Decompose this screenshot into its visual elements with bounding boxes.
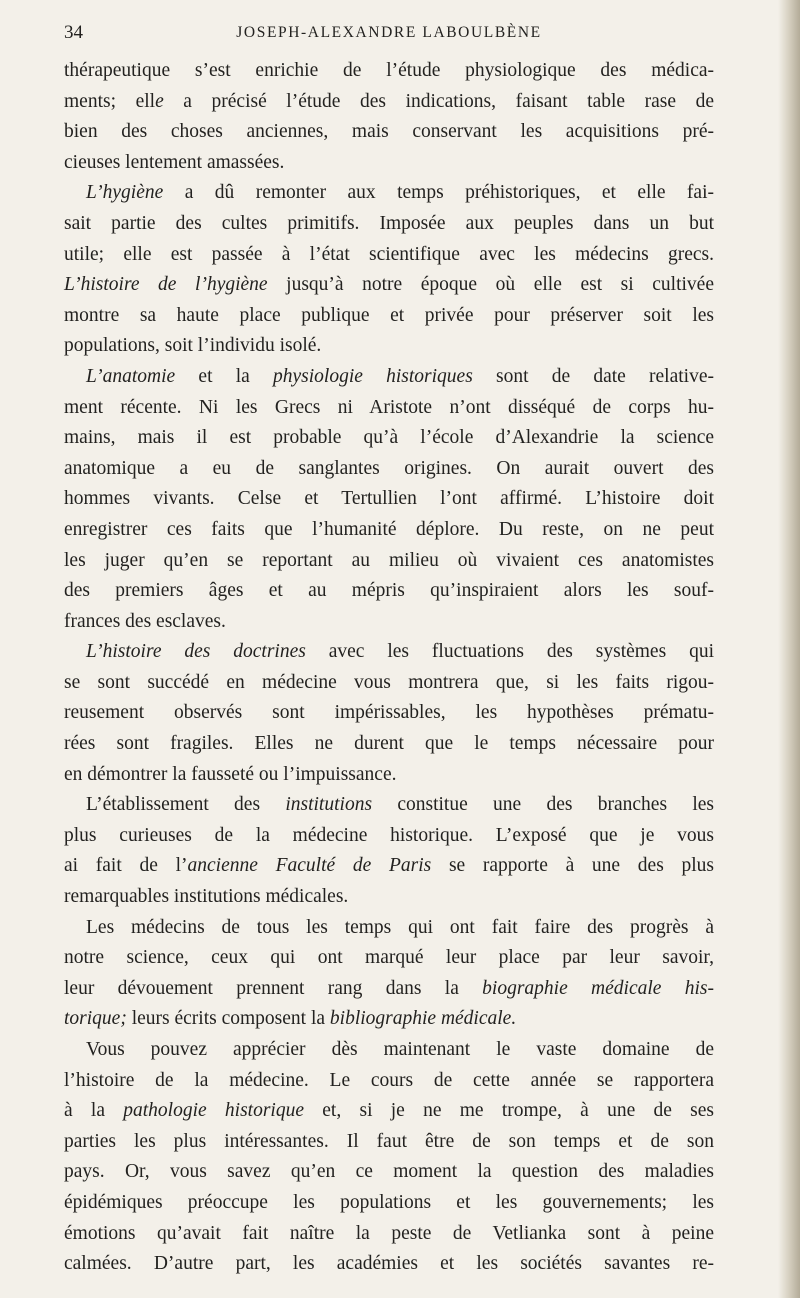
text-run: ai fait de l’	[64, 855, 188, 877]
text-run: cieuses lentement amassées.	[64, 151, 285, 173]
text-line	[64, 393, 714, 424]
text-line	[64, 943, 714, 974]
text-line	[64, 1219, 714, 1250]
text-run: frances des esclaves.	[64, 610, 226, 632]
text-run: thérapeutique s’est enrichie de l’étude physiologique des médica-	[64, 60, 714, 81]
text-run: a précisé l’étude des indications, faisant table rase de	[163, 90, 714, 112]
page-edge-shadow	[778, 0, 800, 1298]
text-run: et, si je ne me trompe, à une de ses	[304, 1100, 714, 1122]
text-line	[64, 209, 714, 240]
text-run: mains, mais il est probable qu’à l’école d’Alexandrie la science	[64, 427, 714, 449]
text-run: plus curieuses de la médecine historique. L’exposé que je vous	[64, 824, 714, 846]
text-run: L’établissement des	[86, 794, 286, 816]
text-line	[64, 821, 714, 852]
text-run: à la	[64, 1100, 124, 1122]
text-run: Les médecins de tous les temps qui ont fait faire des progrès à	[86, 916, 714, 938]
text-run: et la	[175, 365, 273, 387]
italic-run: L’histoire de l’hygiène	[64, 274, 268, 296]
text-line	[64, 515, 714, 546]
text-line	[64, 760, 714, 791]
text-line	[64, 974, 714, 1005]
text-line	[64, 882, 714, 913]
text-run: parties les plus intéressantes. Il faut être de son temps et de son	[64, 1130, 714, 1152]
text-line	[64, 607, 714, 638]
text-line	[64, 913, 714, 944]
text-run: avec les fluctuations des systèmes qui	[305, 641, 714, 663]
text-run: se sont succédé en médecine vous montrera que, si les faits rigou-	[64, 671, 714, 693]
text-line	[64, 546, 714, 577]
italic-run: ancienne Faculté de Paris	[187, 855, 432, 877]
text-run: notre science, ceux qui ont marqué leur place par leur savoir,	[64, 947, 714, 969]
text-line	[64, 1066, 714, 1097]
text-line	[64, 240, 714, 271]
text-run: les juger qu’en se reportant au milieu où vivaient ces anatomistes	[64, 549, 714, 571]
text-line	[64, 301, 714, 332]
text-run: bien des choses anciennes, mais conservant les acquisitions pré-	[64, 121, 714, 143]
text-line	[64, 576, 714, 607]
text-run: l’histoire de la médecine. Le cours de cette année se rapportera	[64, 1069, 714, 1091]
text-line	[64, 178, 714, 209]
text-line	[64, 1188, 714, 1219]
text-line	[64, 87, 714, 118]
text-run: émotions qu’avait fait naître la peste de Vetlianka sont à peine	[64, 1222, 714, 1244]
italic-run: L’	[86, 365, 103, 387]
text-line	[64, 331, 714, 362]
text-line	[64, 454, 714, 485]
text-line	[64, 637, 714, 668]
text-run: ments; ell	[64, 90, 156, 112]
text-line	[64, 484, 714, 515]
italic-run: torique;	[64, 1008, 127, 1030]
text-run: leur dévouement prennent rang dans la	[64, 977, 483, 999]
body-text	[64, 56, 714, 1280]
text-run: leurs écrits composent la	[126, 1008, 330, 1030]
text-line	[64, 117, 714, 148]
text-run: jusqu’à notre époque où elle est si cultivée	[267, 274, 714, 296]
italic-run: hygiène	[102, 182, 164, 204]
italic-run: L’histoire des doctrines	[86, 641, 306, 663]
page-number: 34	[64, 22, 83, 43]
text-run: en démontrer la fausseté ou l’impuissance.	[64, 763, 397, 785]
text-line	[64, 423, 714, 454]
text-line	[64, 729, 714, 760]
text-run: populations, soit l’individu isolé.	[64, 335, 322, 357]
text-run: Vous pouvez apprécier dès maintenant le vaste domaine de	[86, 1039, 714, 1060]
italic-run: institutions	[285, 794, 373, 816]
page-header	[64, 22, 714, 52]
text-line	[64, 668, 714, 699]
italic-run: pathologie historique	[123, 1100, 305, 1122]
text-run: pays. Or, vous savez qu’en ce moment la question des maladies	[64, 1161, 714, 1183]
text-run: se rapporte à une des plus	[431, 855, 714, 877]
text-run: rées sont fragiles. Elles ne durent que le temps nécessaire pour	[64, 733, 714, 755]
text-line	[64, 362, 714, 393]
text-run: calmées. D’autre part, les académies et les sociétés savantes re-	[64, 1253, 714, 1275]
text-run: a dû remonter aux temps préhistoriques, et elle fai-	[163, 182, 714, 204]
italic-run: bibliographie médicale.	[329, 1008, 517, 1030]
text-line	[64, 698, 714, 729]
running-head: JOSEPH-ALEXANDRE LABOULBÈNE	[236, 24, 542, 41]
text-line	[64, 148, 714, 179]
italic-run: biographie médicale his-	[482, 977, 714, 999]
text-line	[64, 1127, 714, 1158]
text-run: ment récente. Ni les Grecs ni Aristote n’ont disséqué de corps hu-	[64, 396, 714, 418]
text-run: sont de date relative-	[472, 365, 714, 387]
text-line	[64, 270, 714, 301]
text-run: des premiers âges et au mépris qu’inspiraient alors les souf-	[64, 580, 714, 602]
text-line	[64, 1096, 714, 1127]
text-run: remarquables institutions médicales.	[64, 886, 349, 908]
text-run: reusement observés sont impérissables, les hypothèses prématu-	[64, 702, 714, 724]
text-line	[64, 1249, 714, 1280]
italic-run: e	[155, 90, 164, 112]
text-run: épidémiques préoccupe les populations et les gouvernements; les	[64, 1191, 714, 1213]
text-line	[64, 1035, 714, 1066]
text-run: enregistrer ces faits que l’humanité déplore. Du reste, on ne peut	[64, 518, 714, 540]
italic-run: anatomie	[102, 365, 176, 387]
text-line	[64, 790, 714, 821]
text-run: utile; elle est passée à l’état scientifique avec les médecins grecs.	[64, 243, 714, 265]
text-line	[64, 56, 714, 87]
italic-run: L’	[86, 182, 103, 204]
text-line	[64, 851, 714, 882]
text-line	[64, 1004, 714, 1035]
text-run: constitue une des branches les	[372, 794, 715, 816]
text-run: montre sa haute place publique et privée pour préserver soit les	[64, 304, 714, 326]
text-line	[64, 1157, 714, 1188]
text-run: sait partie des cultes primitifs. Imposée aux peuples dans un but	[64, 212, 714, 234]
text-run: anatomique a eu de sanglantes origines. On aurait ouvert des	[64, 457, 714, 479]
italic-run: physiologie historiques	[273, 365, 473, 387]
text-run: hommes vivants. Celse et Tertullien l’ont affirmé. L’histoire doit	[64, 488, 714, 510]
